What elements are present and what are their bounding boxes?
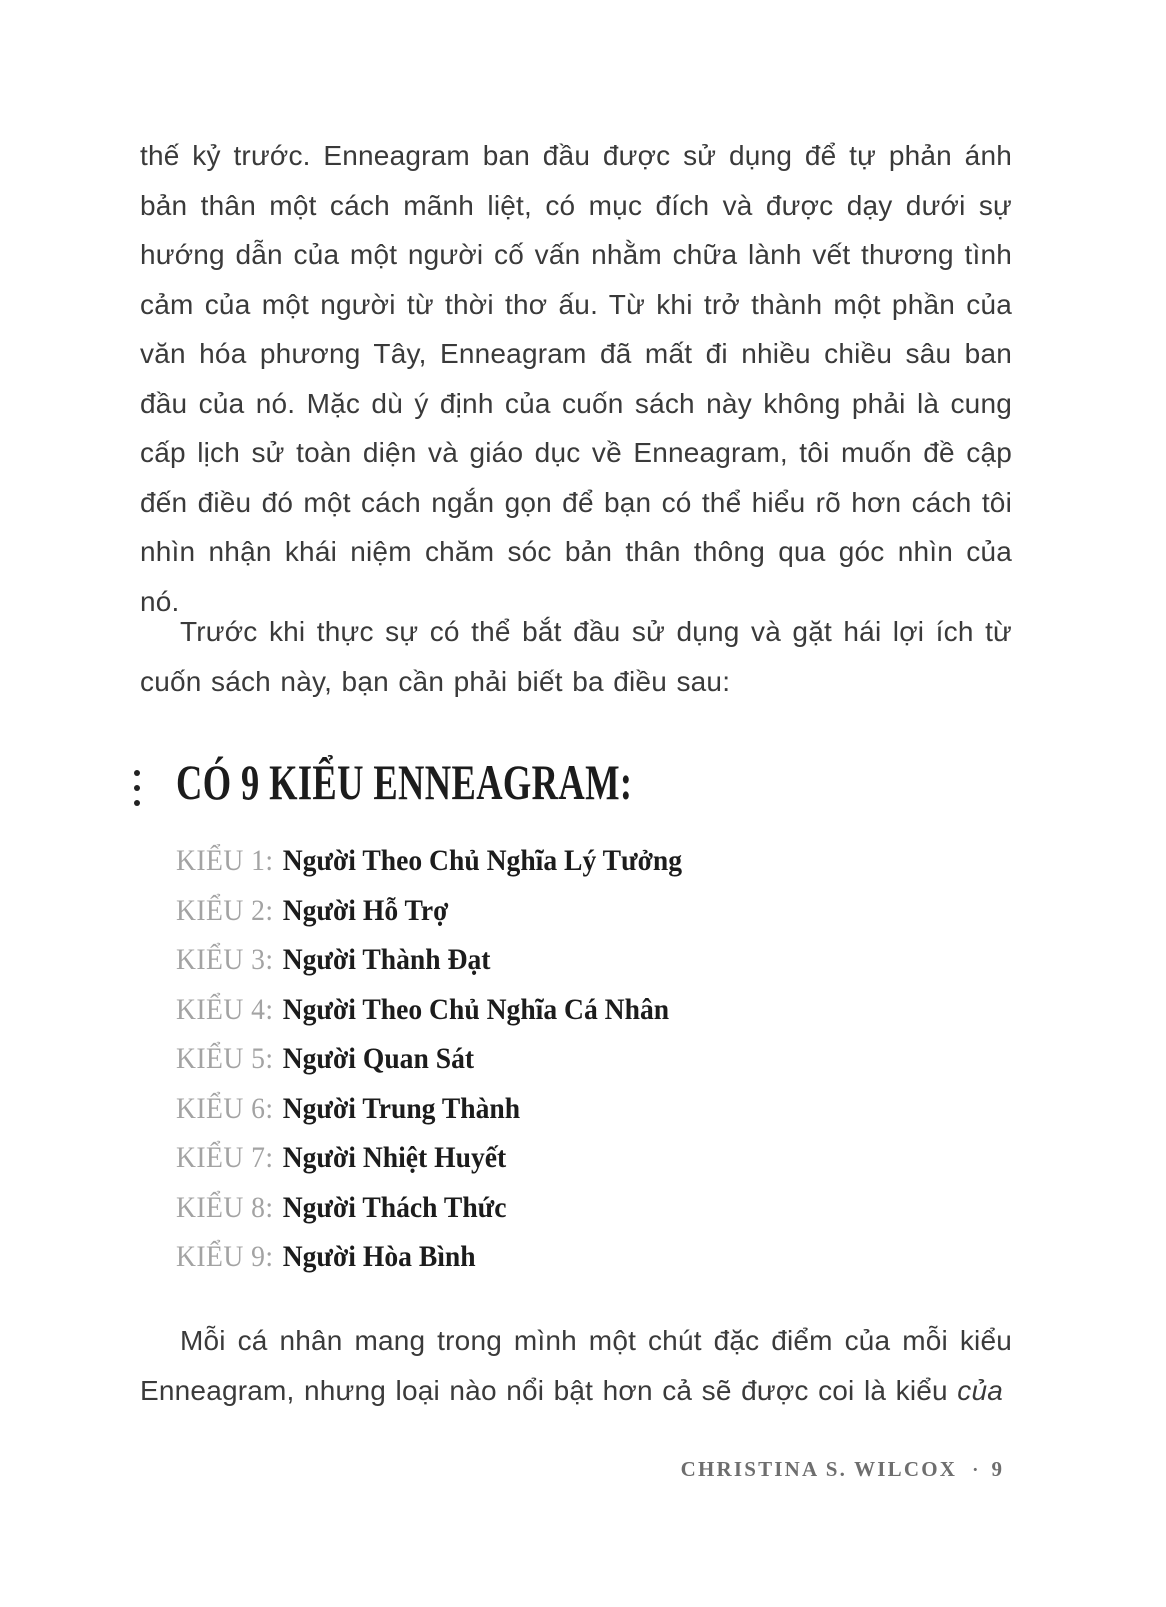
type-label: KIỂU 3: <box>176 943 274 976</box>
type-name: Người Hỗ Trợ <box>282 893 449 927</box>
body-paragraph-2: Trước khi thực sự có thể bắt đầu sử dụng và gặt hái lợi ích từ cuốn sách này, bạn cần phải biết ba điều sau: <box>140 616 1012 697</box>
footer-page-number: 9 <box>991 1457 1003 1481</box>
dot-icon <box>134 800 140 806</box>
type-name: Người Thách Thức <box>282 1190 507 1224</box>
type-label: KIỂU 7: <box>176 1141 274 1174</box>
type-list-item <box>176 1232 682 1282</box>
page-footer <box>681 1457 1003 1482</box>
type-name: Người Theo Chủ Nghĩa Lý Tưởng <box>282 844 683 877</box>
type-list-item <box>176 985 682 1035</box>
enneagram-type-list <box>176 836 682 1282</box>
type-name: Người Thành Đạt <box>282 943 491 976</box>
paragraph-italic-word: của <box>957 1374 1004 1406</box>
type-name: Người Hòa Bình <box>282 1240 476 1273</box>
paragraph-text: Mỗi cá nhân mang trong mình một chút đặc điểm của mỗi kiểu Enneagram, nhưng loại nào nổi bật hơn cả sẽ được coi là kiểu <box>140 1325 1012 1406</box>
body-paragraph-3 <box>140 1316 1012 1415</box>
type-list-item <box>176 886 682 936</box>
type-label: KIỂU 9: <box>176 1240 274 1273</box>
type-list-item <box>176 1183 682 1233</box>
type-list-item <box>176 1084 682 1134</box>
footer-author: CHRISTINA S. WILCOX <box>680 1457 958 1481</box>
type-name: Người Trung Thành <box>282 1091 521 1125</box>
body-paragraph-1: thế kỷ trước. Enneagram ban đầu được sử dụng để tự phản ánh bản thân một cách mãnh liệt, có mục đích và được dạy dưới sự hướng dẫn của một người cố vấn nhằm chữa lành vết thương tình cảm của một người từ thời thơ ấu. Từ khi trở thành một phần của văn hóa phương Tây, Enneagram đã mất đi nhiều chiều sâu ban đầu của nó. Mặc dù ý định của cuốn sách này không phải là cung cấp lịch sử toàn diện và giáo dục về Enneagram, tôi muốn đề cập đến điều đó một cách ngắn gọn để bạn có thể hiểu rõ hơn cách tôi nhìn nhận khái niệm chăm sóc bản thân thông qua góc nhìn của nó. <box>140 140 1012 617</box>
type-name: Người Nhiệt Huyết <box>282 1141 507 1174</box>
type-label: KIỂU 6: <box>176 1091 274 1125</box>
type-name: Người Theo Chủ Nghĩa Cá Nhân <box>282 992 670 1026</box>
type-label: KIỂU 5: <box>176 1042 274 1075</box>
type-list-item <box>176 1034 682 1084</box>
dot-icon <box>134 770 140 776</box>
type-list-item <box>176 1133 682 1183</box>
dot-icon <box>134 785 140 791</box>
type-label: KIỂU 1: <box>176 844 274 877</box>
type-name: Người Quan Sát <box>282 1042 475 1075</box>
type-list-item <box>176 935 682 985</box>
type-label: KIỂU 4: <box>176 992 274 1026</box>
type-label: KIỂU 8: <box>176 1190 274 1224</box>
footer-separator-icon: · <box>972 1460 979 1481</box>
type-label: KIỂU 2: <box>176 893 274 927</box>
section-heading: CÓ 9 KIỂU ENNEAGRAM: <box>176 754 633 810</box>
type-list-item <box>176 836 682 886</box>
vertical-dots-icon <box>134 770 140 806</box>
